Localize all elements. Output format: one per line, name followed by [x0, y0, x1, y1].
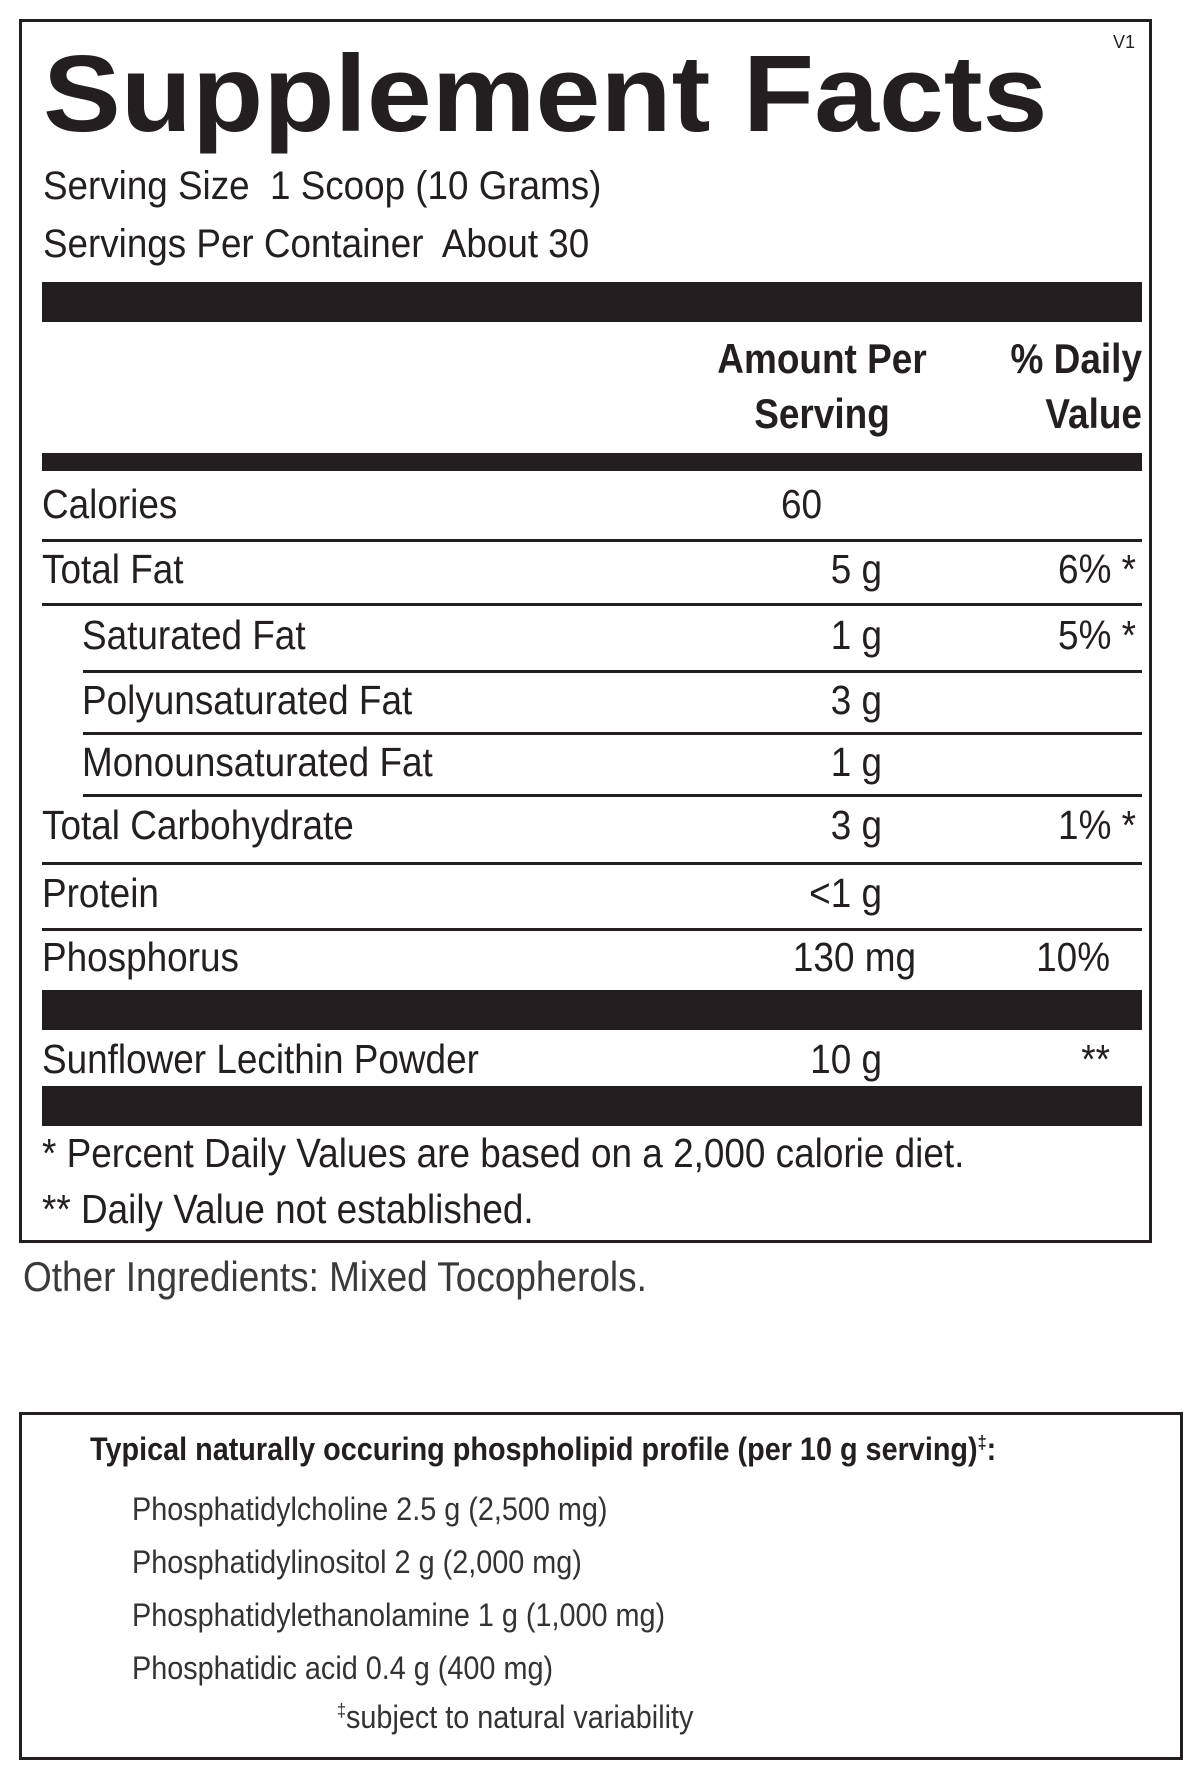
nutrient-row-polyunsaturated-fat [42, 673, 1142, 735]
header-amount-line2: Serving [754, 389, 890, 437]
row-rule [83, 794, 1142, 797]
nutrient-amount: 3 g [830, 802, 882, 848]
dagger-mark: ‡ [977, 1432, 987, 1453]
divider-bar [42, 1086, 1142, 1126]
nutrient-row-monounsaturated-fat [42, 735, 1142, 797]
nutrient-amount: 1 g [830, 612, 882, 658]
nutrient-name: Phosphorus [42, 934, 239, 980]
version-code: V1 [1112, 32, 1135, 52]
divider-bar [42, 990, 1142, 1030]
profile-item: Phosphatidylcholine 2.5 g (2,500 mg) [132, 1491, 608, 1527]
nutrient-row-phosphorus [42, 930, 1142, 992]
footnote-daily-values: * Percent Daily Values are based on a 2,000 calorie diet. [42, 1130, 965, 1176]
supplement-facts-panel [19, 19, 1152, 1243]
row-rule [42, 862, 1142, 865]
nutrient-dv: 6% * [1058, 546, 1136, 592]
nutrient-name: Calories [42, 481, 178, 527]
nutrient-name: Polyunsaturated Fat [82, 677, 413, 723]
nutrient-name: Monounsaturated Fat [82, 739, 433, 785]
nutrient-name: Saturated Fat [82, 612, 306, 658]
profile-title [90, 1431, 996, 1468]
nutrient-dv: 5% * [1058, 612, 1136, 658]
ingredient-name: Sunflower Lecithin Powder [42, 1036, 479, 1082]
nutrient-dv: 10% [1036, 934, 1110, 980]
header-amount-per-serving [699, 332, 945, 441]
nutrient-name: Total Fat [42, 546, 184, 592]
nutrient-amount: 1 g [830, 739, 882, 785]
profile-title-text: Typical naturally occuring phospholipid profile (per 10 g serving) [90, 1431, 978, 1467]
other-ingredients: Other Ingredients: Mixed Tocopherols. [23, 1253, 647, 1300]
ingredient-row [42, 1032, 1142, 1094]
row-rule [42, 603, 1142, 606]
nutrient-row-total-fat [42, 542, 1142, 604]
phospholipid-profile-panel [19, 1412, 1183, 1760]
nutrient-row-calories [42, 477, 1142, 539]
nutrient-amount: 130 mg [792, 934, 916, 980]
footnote-not-established: ** Daily Value not established. [42, 1186, 534, 1232]
serving-size: Serving Size 1 Scoop (10 Grams) [43, 164, 602, 208]
header-daily-value [984, 332, 1142, 441]
divider-bar [42, 453, 1142, 471]
nutrient-amount: 60 [780, 481, 822, 527]
nutrient-row-protein [42, 866, 1142, 928]
profile-title-suffix: : [986, 1431, 997, 1467]
servings-per-container: Servings Per Container About 30 [43, 222, 590, 266]
profile-item: Phosphatidylinositol 2 g (2,000 mg) [132, 1544, 582, 1580]
profile-item: Phosphatidylethanolamine 1 g (1,000 mg) [132, 1597, 666, 1633]
variability-note [337, 1699, 693, 1736]
nutrient-row-saturated-fat [42, 608, 1142, 670]
ingredient-amount: 10 g [810, 1036, 882, 1082]
nutrient-dv: 1% * [1058, 802, 1136, 848]
nutrient-row-total-carbohydrate [42, 798, 1142, 860]
nutrient-name: Total Carbohydrate [42, 802, 354, 848]
panel-title: Supplement Facts [43, 33, 1048, 155]
nutrient-amount: 5 g [830, 546, 882, 592]
header-amount-line1: Amount Per [717, 335, 927, 382]
header-dv-line2: Value [1045, 389, 1142, 437]
nutrient-name: Protein [42, 870, 159, 916]
header-dv-line1: % Daily [1010, 335, 1142, 382]
nutrient-amount: <1 g [809, 870, 882, 916]
dagger-mark: ‡ [337, 1700, 347, 1721]
variability-note-text: subject to natural variability [346, 1699, 694, 1735]
profile-item: Phosphatidic acid 0.4 g (400 mg) [132, 1650, 554, 1686]
ingredient-dv: ** [1081, 1036, 1110, 1082]
nutrient-amount: 3 g [830, 677, 882, 723]
divider-bar [42, 282, 1142, 322]
